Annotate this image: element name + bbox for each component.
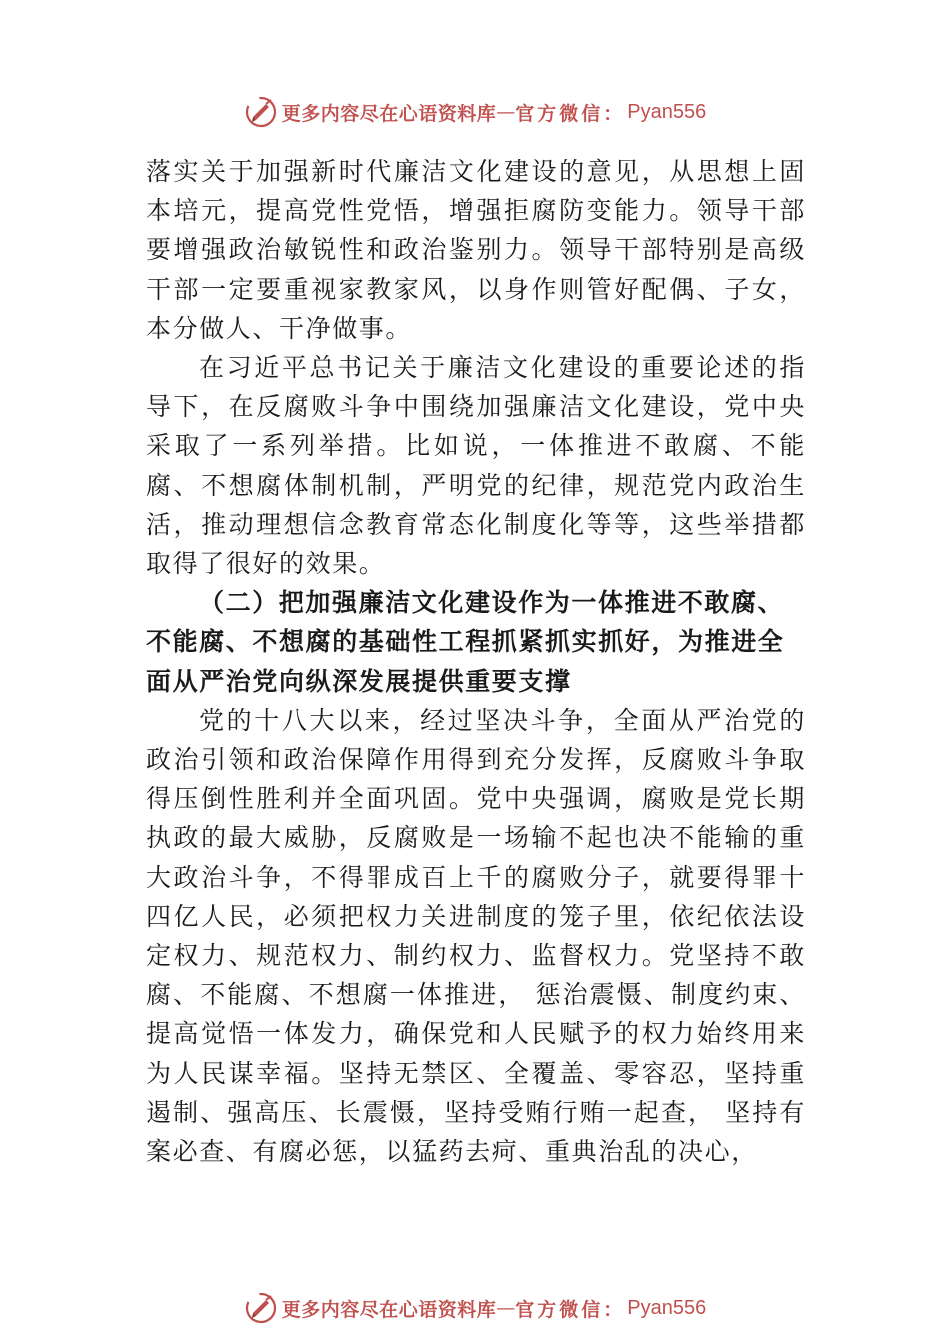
footer-banner <box>0 1288 950 1328</box>
brush-logo-icon <box>244 95 278 129</box>
banner-wechat-id: Pyan556 <box>627 100 707 123</box>
header-banner <box>0 92 950 132</box>
banner-slogan: 更多内容尽在心语资料库 <box>281 102 497 125</box>
section-heading: （二）把加强廉洁文化建设作为一体推进不敢腐、不能腐、不想腐的基础性工程抓紧抓实抓好，为推进全面从严治党向纵深发展提供重要支撑 <box>146 588 785 696</box>
banner-wechat-label: 官方微信： <box>515 102 626 125</box>
banner-separator: — <box>496 1297 516 1319</box>
banner-wechat-id: Pyan556 <box>627 1296 707 1319</box>
paragraph-1: 落实关于加强新时代廉洁文化建设的意见，从思想上固本培元，提高党性党悟，增强拒腐防变能力。领导干部要增强政治敏锐性和政治鉴别力。领导干部特别是高级干部一定要重视家教家风，以身作则管好配偶、子女，本分做人、干净做事。 <box>146 157 806 343</box>
paragraph-2: 在习近平总书记关于廉洁文化建设的重要论述的指导下，在反腐败斗争中围绕加强廉洁文化建设，党中央采取了一系列举措。比如说，一体推进不敢腐、不能腐、不想腐体制机制，严明党的纪律，规范党内政治生活，推动理想信念教育常态化制度化等等，这些举措都取得了很好的效果。 <box>146 353 806 579</box>
document-body <box>146 152 806 1171</box>
banner-wechat-label: 官方微信： <box>515 1298 626 1321</box>
brush-logo-icon <box>244 1291 278 1325</box>
paragraph-3: 党的十八大以来，经过坚决斗争，全面从严治党的政治引领和政治保障作用得到充分发挥，反腐败斗争取得压倒性胜利并全面巩固。党中央强调，腐败是党长期执政的最大威胁，反腐败是一场输不起也决不能输的重大政治斗争，不得罪成百上千的腐败分子，就要得罪十四亿人民，必须把权力关进制度的笼子里，依纪依法设定权力、规范权力、制约权力、监督权力。党坚持不敢腐、不能腐、不想腐一体推进， 惩治震慑、制度约束、提高觉悟一体发力，确保党和人民赋予的权力始终用来为人民谋幸福。坚持无禁区、全覆盖、零容忍，坚持重遏制、强高压、长震慑，坚持受贿行贿一起查， 坚持有案必查、有腐必惩，以猛药去疴、重典治乱的决心， <box>146 705 806 1167</box>
banner-separator: — <box>496 101 516 123</box>
banner-slogan: 更多内容尽在心语资料库 <box>281 1298 497 1321</box>
